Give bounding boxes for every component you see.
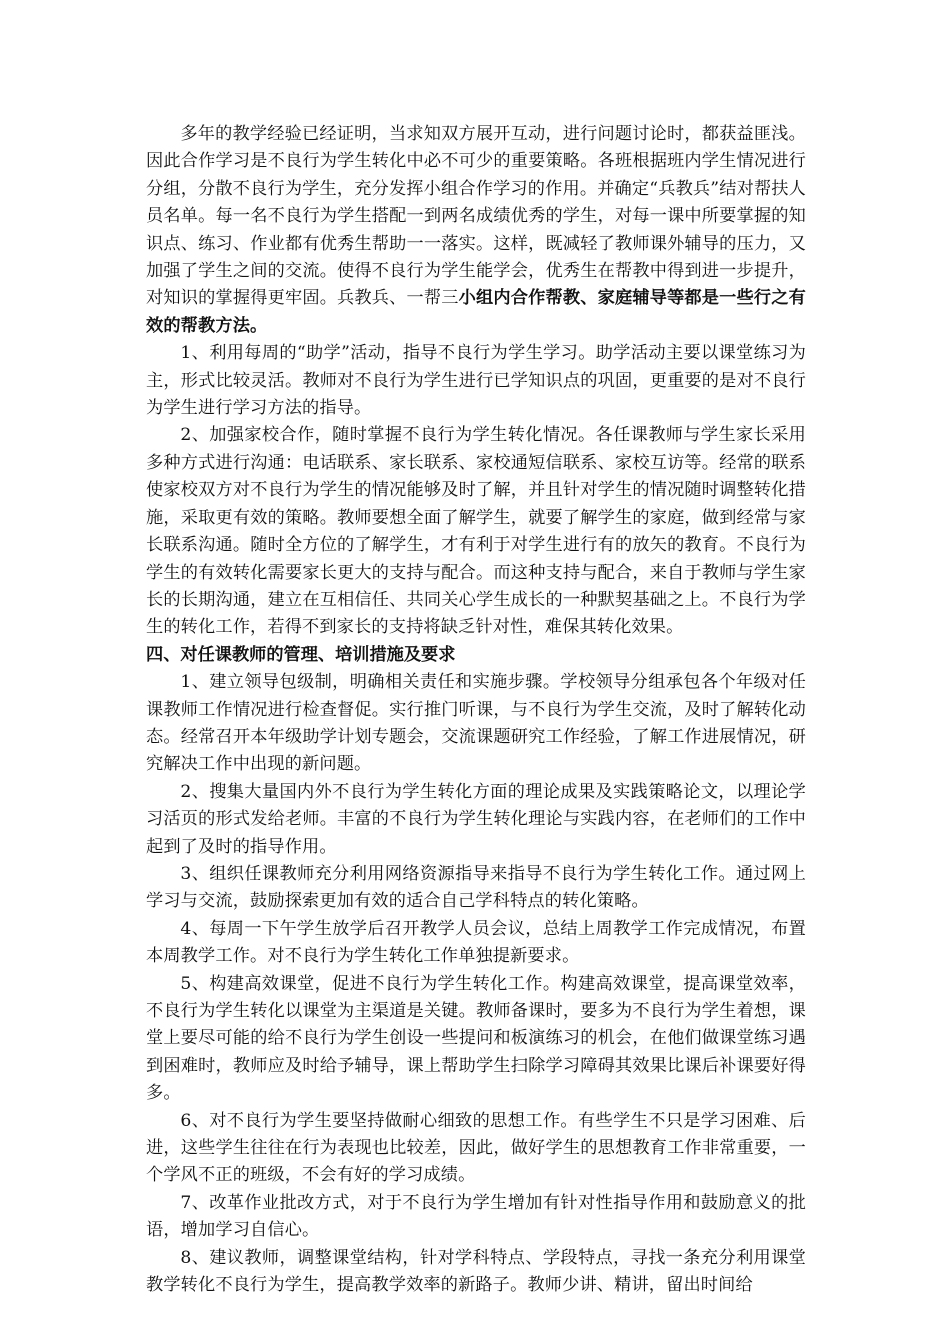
- section4-item-1: 1、建立领导包级制，明确相关责任和实施步骤。学校领导分组承包各个年级对任课教师工作情况进行检查督促。实行推门听课，与不良行为学生交流，及时了解转化动态。经常召开本年级助学计划专题会，交流课题研究工作经验，了解工作进展情况，研究解决工作中出现的新问题。: [146, 672, 806, 775]
- intro-paragraph: [146, 121, 806, 340]
- section3-item-1: 1、利用每周的“助学”活动，指导不良行为学生学习。助学活动主要以课堂练习为主，形式比较灵活。教师对不良行为学生进行已学知识点的巩固，更重要的是对不良行为学生进行学习方法的指导。: [146, 343, 806, 419]
- section3-item-2: 2、加强家校合作，随时掌握不良行为学生转化情况。各任课教师与学生家长采用多种方式进行沟通：电话联系、家长联系、家校通短信联系、家校互访等。经常的联系使家校双方对不良行为学生的情况能够及时了解，并且针对学生的情况随时调整转化措施，采取更有效的策略。教师要想全面了解学生，就要了解学生的家庭，做到经常与家长联系沟通。随时全方位的了解学生，才有利于对学生进行有的放矢的教育。不良行为学生的有效转化需要家长更大的支持与配合。而这种支持与配合，来自于教师与学生家长的长期沟通，建立在互相信任、共同关心学生成长的一种默契基础之上。不良行为学生的转化工作，若得不到家长的支持将缺乏针对性，难保其转化效果。: [146, 425, 806, 638]
- intro-text: 多年的教学经验已经证明，当求知双方展开互动，进行问题讨论时，都获益匪浅。因此合作学习是不良行为学生转化中必不可少的重要策略。各班根据班内学生情况进行分组，分散不良行为学生，充分发挥小组合作学习的作用。并确定“兵教兵”结对帮扶人员名单。每一名不良行为学生搭配一到两名成绩优秀的学生，对每一课中所要掌握的知识点、练习、作业都有优秀生帮助一一落实。这样，既减轻了教师课外辅导的压力，又加强了学生之间的交流。使得不良行为学生能学会，优秀生在帮教中得到进一步提升，对知识的掌握得更牢固。兵教兵、一帮三: [146, 124, 806, 309]
- intro-bold-text: 小组内合作帮教、家庭辅导等都是一些行之有效的帮教方法。: [146, 288, 806, 336]
- section4-item-3: 3、组织任课教师充分利用网络资源指导来指导不良行为学生转化工作。通过网上学习与交流，鼓励探索更加有效的适合自己学科特点的转化策略。: [146, 863, 806, 912]
- section4-heading: 四、对任课教师的管理、培训措施及要求: [146, 644, 456, 665]
- section4-item-8: 8、建议教师，调整课堂结构，针对学科特点、学段特点，寻找一条充分利用课堂教学转化不良行为学生，提高教学效率的新路子。教师少讲、精讲，留出时间给: [146, 1247, 806, 1296]
- section4-item-2: 2、搜集大量国内外不良行为学生转化方面的理论成果及实践策略论文，以理论学习活页的形式发给老师。丰富的不良行为学生转化理论与实践内容，在老师们的工作中起到了及时的指导作用。: [146, 781, 806, 857]
- section4-item-5: 5、构建高效课堂，促进不良行为学生转化工作。构建高效课堂，提高课堂效率，不良行为学生转化以课堂为主渠道是关键。教师备课时，要多为不良行为学生着想，课堂上要尽可能的给不良行为学生创设一些提问和板演练习的机会，在他们做课堂练习遇到困难时，教师应及时给予辅导，课上帮助学生扫除学习障碍其效果比课后补课要好得多。: [146, 973, 806, 1104]
- section4-item-7: 7、改革作业批改方式，对于不良行为学生增加有针对性指导作用和鼓励意义的批语，增加学习自信心。: [146, 1192, 806, 1241]
- document-page: [146, 121, 806, 1299]
- section4-item-6: 6、对不良行为学生要坚持做耐心细致的思想工作。有些学生不只是学习困难、后进，这些学生往往在行为表现也比较差，因此，做好学生的思想教育工作非常重要，一个学风不正的班级，不会有好的学习成绩。: [146, 1110, 806, 1186]
- section4-item-4: 4、每周一下午学生放学后召开教学人员会议，总结上周教学工作完成情况，布置本周教学工作。对不良行为学生转化工作单独提新要求。: [146, 918, 806, 967]
